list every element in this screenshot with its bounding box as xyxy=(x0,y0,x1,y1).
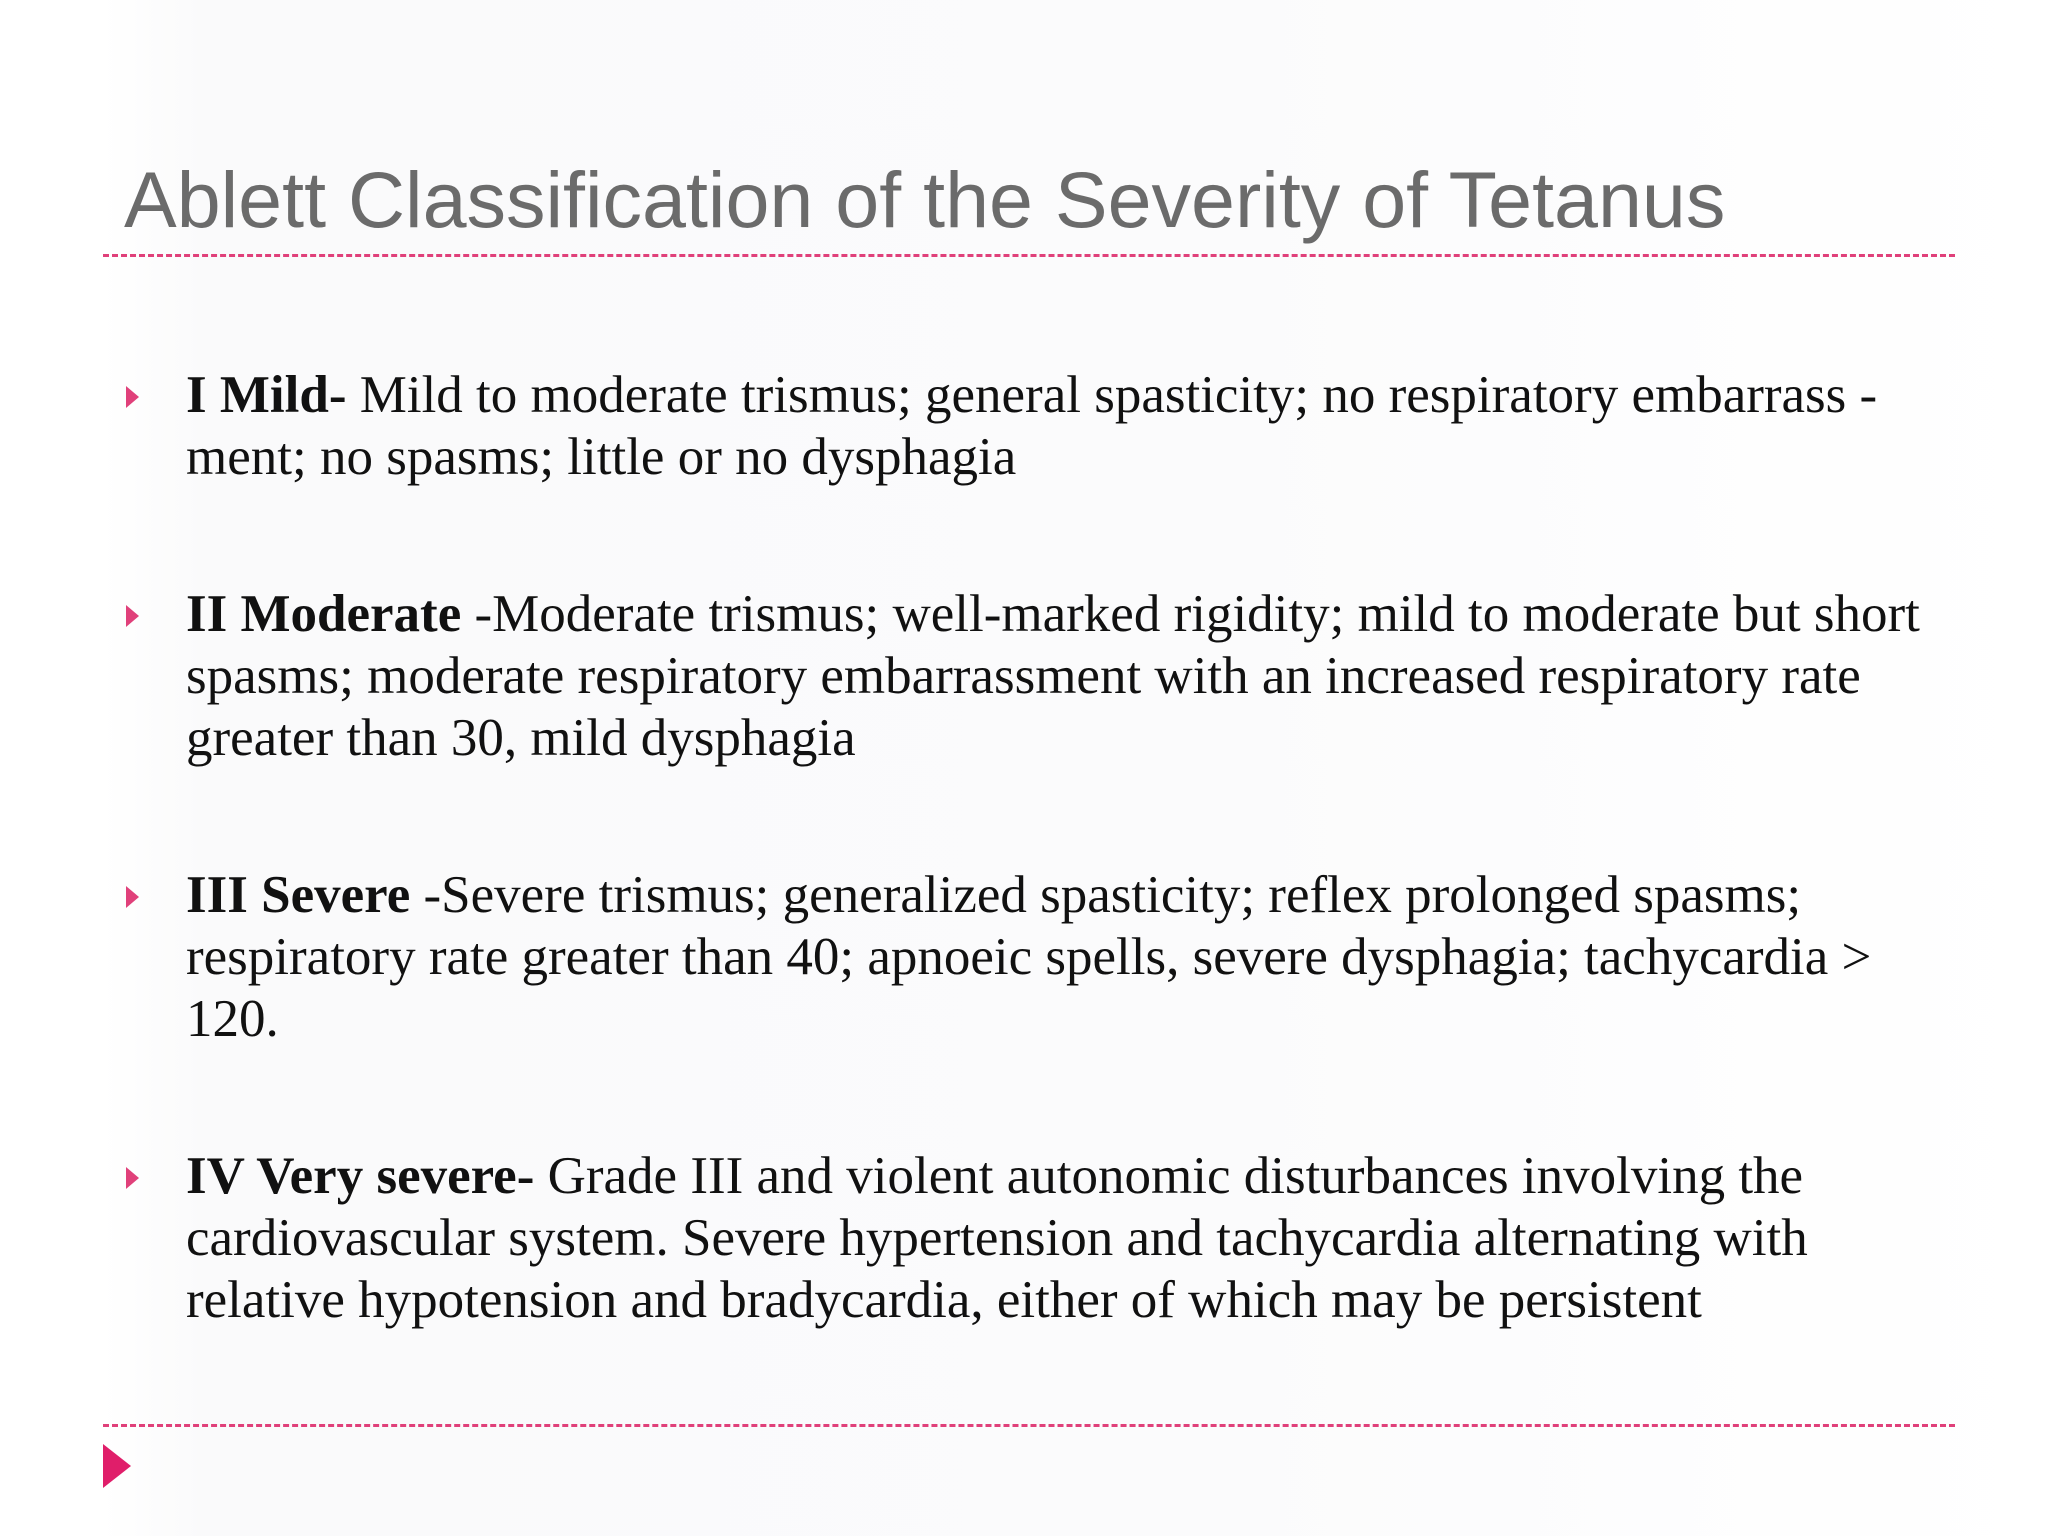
bullet-label: II Moderate xyxy=(186,585,462,643)
bullet-text: -Severe trismus; generalized spasticity; reflex prolonged spasms; respiratory rate greater than 40; apnoeic spells, severe dysphagia; tachycardia > 120. xyxy=(186,866,1872,1048)
bullet-label: III Severe xyxy=(186,866,411,924)
bullet-text: Mild to moderate trismus; general spasticity; no respiratory embarrass - ment; no spasms; little or no dysphagia xyxy=(186,366,1878,486)
bullet-item-severe xyxy=(124,864,1934,1050)
bullet-item-moderate xyxy=(124,583,1934,769)
bullet-label: IV Very severe- xyxy=(186,1147,535,1205)
bullet-list xyxy=(124,364,1934,1426)
bullet-text: Grade III and violent autonomic disturbances involving the cardiovascular system. Severe hypertension and tachycardia alternating with relative hypotension and bradycardia, either of which may be persistent xyxy=(186,1147,1808,1329)
bullet-label: I Mild- xyxy=(186,366,347,424)
bullet-item-mild xyxy=(124,364,1934,488)
bullet-arrow-icon xyxy=(126,1167,139,1189)
bullet-arrow-icon xyxy=(126,386,139,408)
next-slide-arrow-icon[interactable] xyxy=(103,1444,131,1488)
bullet-text: -Moderate trismus; well-marked rigidity; mild to moderate but short spasms; moderate respiratory embarrassment with an increased respiratory rate greater than 30, mild dysphagia xyxy=(186,585,1920,767)
slide-title: Ablett Classification of the Severity of Tetanus xyxy=(124,155,1726,244)
bullet-item-very-severe xyxy=(124,1145,1934,1331)
title-divider xyxy=(103,254,1955,257)
bullet-arrow-icon xyxy=(126,605,139,627)
footer-divider xyxy=(103,1424,1955,1427)
bullet-arrow-icon xyxy=(126,886,139,908)
